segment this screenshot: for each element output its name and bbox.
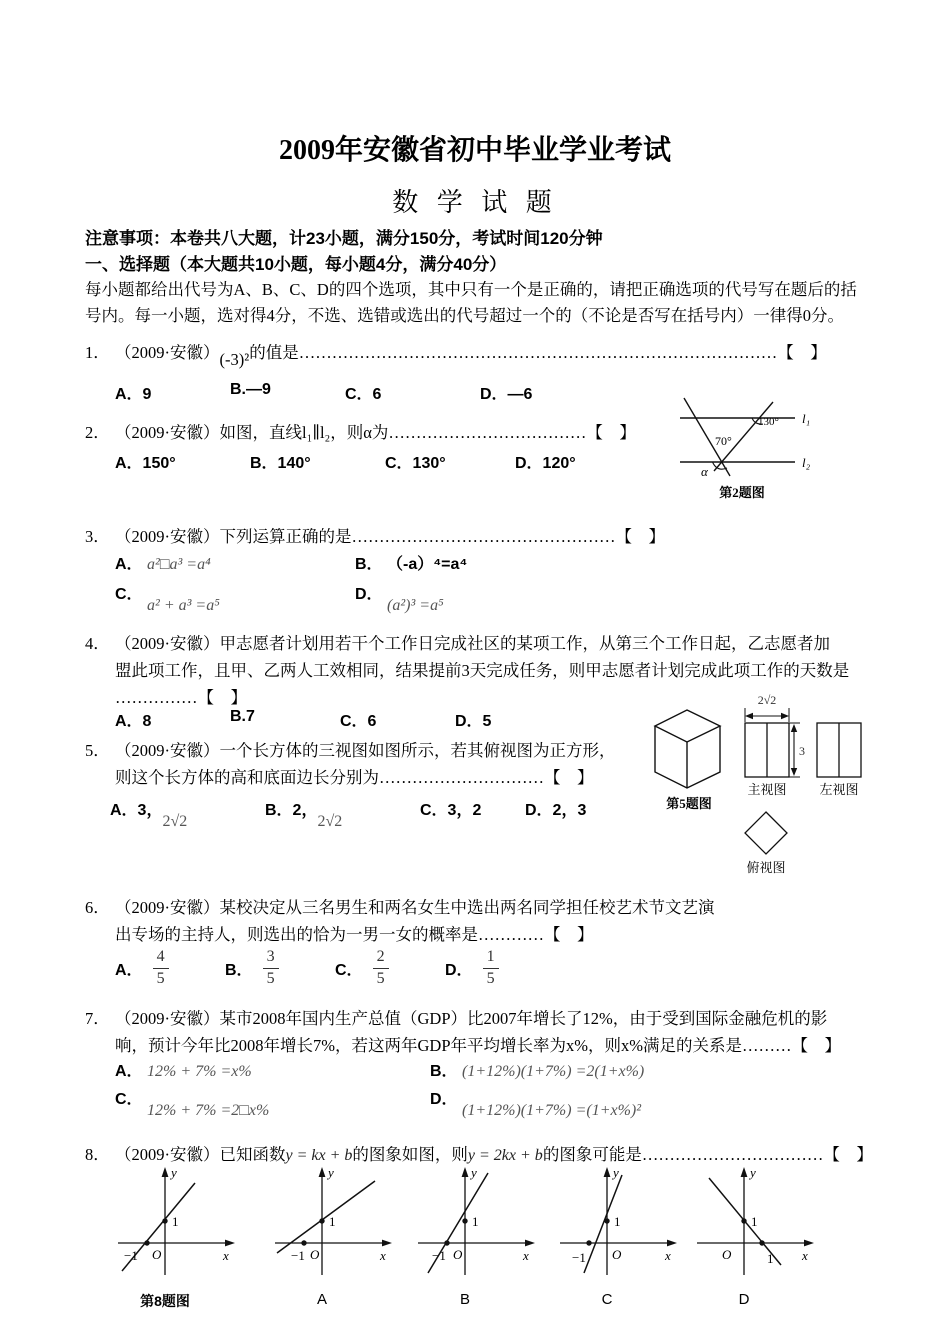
question-7-options-row-2 bbox=[115, 1086, 642, 1119]
question-3-options-row-1 bbox=[115, 551, 467, 574]
fraction-numerator: 2 bbox=[373, 948, 389, 968]
question-6-number: 6． bbox=[85, 898, 110, 917]
question-3-options-row-2 bbox=[115, 581, 444, 614]
question-8-formula-1: y = kx + b bbox=[285, 1147, 353, 1164]
question-4-line-2: 盟此项工作，且甲、乙两人工效相同，结果提前3天完成任务，则甲志愿者计划完成此项工作的天数是 bbox=[115, 661, 850, 680]
option-d-graph bbox=[689, 1163, 829, 1281]
y-arrow-icon bbox=[319, 1167, 326, 1177]
question-6-option-d-label: D． bbox=[445, 961, 473, 979]
question-7-line-2: 响，预计今年比2008年增长7%，若这两年GDP年平均增长率为x%，则x%满足的关系是………【 】 bbox=[115, 1036, 841, 1055]
neg1-label: −1 bbox=[432, 1248, 446, 1263]
question-6-option-a-fraction bbox=[153, 948, 169, 988]
question-1-source: （2009·安徽） bbox=[115, 343, 220, 362]
x-intercept-dot bbox=[444, 1240, 449, 1245]
option-a-graph bbox=[267, 1163, 407, 1281]
y-arrow-icon bbox=[741, 1167, 748, 1177]
neg1-label: −1 bbox=[124, 1248, 138, 1263]
question-5-line-2: 则这个长方体的高和底面边长分别为…………………………【 】 bbox=[115, 768, 594, 787]
question-8-number: 8． bbox=[85, 1145, 110, 1164]
front-view-shape bbox=[745, 708, 800, 777]
angle-70-label: 70° bbox=[715, 434, 732, 448]
question-2-number: 2． bbox=[85, 423, 110, 442]
x-intercept-dot bbox=[301, 1240, 306, 1245]
question-1-option-c: C．6 bbox=[345, 386, 382, 403]
origin-label: O bbox=[152, 1247, 162, 1262]
fraction-numerator: 3 bbox=[263, 948, 279, 968]
x-intercept-dot bbox=[144, 1240, 149, 1245]
question-7-option-b-formula: (1+12%)(1+7%) =2(1+x%) bbox=[462, 1063, 645, 1080]
y-arrow-icon bbox=[604, 1167, 611, 1177]
question-7-number: 7． bbox=[85, 1009, 110, 1028]
y-intercept-dot bbox=[604, 1218, 609, 1223]
x-arrow-icon bbox=[667, 1240, 677, 1247]
question-7-option-d-label: D． bbox=[430, 1091, 458, 1108]
x-arrow-icon bbox=[382, 1240, 392, 1247]
question-1-formula: (-3)² bbox=[219, 350, 250, 369]
question-4-option-c: C．6 bbox=[340, 713, 377, 730]
option-a-graph-caption: A bbox=[316, 1291, 327, 1308]
question-6-option-d-fraction bbox=[483, 948, 499, 988]
x-label: x bbox=[223, 1248, 229, 1263]
question-5-number: 5． bbox=[85, 741, 110, 760]
section-heading: 一、选择题（本大题共10小题，每小题4分，满分40分） bbox=[85, 255, 507, 274]
origin-label: O bbox=[310, 1247, 320, 1262]
question-8-option-a-graph-block bbox=[267, 1163, 407, 1308]
question-8-option-b-graph-block bbox=[410, 1163, 550, 1308]
x-label: x bbox=[802, 1248, 808, 1263]
x-arrow-icon bbox=[225, 1240, 235, 1247]
front-view-label: 主视图 bbox=[747, 782, 787, 797]
question-6-option-b-label: B． bbox=[225, 961, 253, 979]
fraction-denominator: 5 bbox=[156, 969, 165, 987]
y-label: y bbox=[171, 1165, 177, 1180]
question-6-option-b-fraction bbox=[263, 948, 279, 988]
figure-5-caption: 第5题图 bbox=[666, 796, 712, 811]
cuboid-shape bbox=[655, 710, 720, 788]
question-3-option-d-label: D． bbox=[355, 586, 383, 603]
origin-label: O bbox=[722, 1247, 732, 1262]
question-8-stem-post: 的图象可能是……………………………【 】 bbox=[542, 1145, 873, 1164]
question-5-option-a-label: A．3， bbox=[110, 802, 163, 819]
question-3-option-b-formula: （-a）⁴=a⁴ bbox=[387, 556, 468, 573]
question-4-options bbox=[115, 708, 491, 731]
top-view-diamond bbox=[745, 812, 787, 854]
question-7-text bbox=[85, 1005, 885, 1059]
given-graph bbox=[110, 1163, 250, 1281]
question-8-stem-mid: 的图象如图，则 bbox=[352, 1145, 468, 1164]
question-1-number: 1． bbox=[85, 343, 110, 362]
question-3-option-c-label: C． bbox=[115, 586, 143, 603]
x-intercept-dot bbox=[586, 1240, 591, 1245]
question-3-option-b-label: B． bbox=[355, 556, 383, 573]
figure-2-caption: 第2题图 bbox=[719, 485, 765, 500]
question-3-option-a-label: A． bbox=[115, 556, 143, 573]
x-label: x bbox=[523, 1248, 529, 1263]
question-8-stem-pre: （2009·安徽）已知函数 bbox=[115, 1145, 286, 1164]
question-3-option-c-formula: a² + a³ =a⁵ bbox=[147, 597, 220, 614]
question-3-option-a-formula: a²□a³ =a⁴ bbox=[147, 556, 211, 573]
question-6-option-c-fraction bbox=[373, 948, 389, 988]
question-2-stem: （2009·安徽）如图，直线l₁∥l₂，则α为………………………………【 】 bbox=[115, 423, 636, 442]
question-4-option-a: A．8 bbox=[115, 713, 152, 730]
one-x-label: 1 bbox=[767, 1251, 774, 1266]
question-8-given-graph-block bbox=[110, 1163, 250, 1311]
neg1-label: −1 bbox=[572, 1250, 586, 1265]
side-view-label: 左视图 bbox=[819, 782, 859, 797]
x-label: x bbox=[665, 1248, 671, 1263]
given-graph-caption: 第8题图 bbox=[140, 1293, 190, 1309]
question-5-option-c: C．3，2 bbox=[420, 802, 482, 819]
question-2-option-d: D．120° bbox=[515, 455, 576, 472]
one-label: 1 bbox=[614, 1214, 621, 1229]
question-2-option-a: A．150° bbox=[115, 455, 176, 472]
question-1-option-b: B.—9 bbox=[230, 381, 271, 398]
instructions bbox=[85, 277, 875, 329]
page-title: 2009年安徽省初中毕业学业考试 bbox=[278, 135, 671, 166]
top-view-label: 俯视图 bbox=[746, 860, 786, 875]
question-6-option-c-label: C． bbox=[335, 961, 363, 979]
question-1-stem: 的值是……………………………………………………………………………【 】 bbox=[249, 343, 827, 362]
question-1-options bbox=[115, 381, 532, 404]
question-2-option-c: C．130° bbox=[385, 455, 446, 472]
y-intercept-dot bbox=[319, 1218, 324, 1223]
page-subtitle: 数 学 试 题 bbox=[392, 188, 558, 217]
alpha-label: α bbox=[701, 464, 708, 479]
three-view-diagram bbox=[645, 688, 875, 880]
question-7-option-c-formula: 12% + 7% =2□x% bbox=[147, 1102, 270, 1119]
question-3-number: 3． bbox=[85, 527, 110, 546]
question-5-line-1: （2009·安徽）一个长方体的三视图如图所示，若其俯视图为正方形， bbox=[115, 741, 616, 760]
question-5-text bbox=[85, 737, 645, 791]
y-label: y bbox=[613, 1165, 619, 1180]
x-intercept-dot bbox=[759, 1240, 764, 1245]
question-4-line-1: （2009·安徽）甲志愿者计划用若干个工作日完成社区的某项工作，从第三个工作日起，乙志愿者加 bbox=[115, 634, 830, 653]
question-7-option-d-formula: (1+12%)(1+7%) =(1+x%)² bbox=[462, 1102, 642, 1119]
question-4-option-b: B.7 bbox=[230, 708, 255, 725]
question-7-line-1: （2009·安徽）某市2008年国内生产总值（GDP）比2007年增长了12%，由于受到国际金融危机的影 bbox=[115, 1009, 828, 1028]
label-l2: l₂ bbox=[802, 455, 811, 470]
question-5-options bbox=[110, 797, 587, 830]
y-arrow-icon bbox=[462, 1167, 469, 1177]
instructions-line-2: 号内。每一小题，选对得4分，不选、选错或选出的代号超过一个的（不论是否写在括号内）一律得0分。 bbox=[85, 306, 844, 325]
x-label: x bbox=[380, 1248, 386, 1263]
question-6-option-a-label: A． bbox=[115, 961, 143, 979]
question-6-line-1: （2009·安徽）某校决定从三名男生和两名女生中选出两名同学担任校艺术节文艺演 bbox=[115, 898, 715, 917]
question-5-option-a-math: 2√2 bbox=[162, 813, 188, 830]
question-7-option-c-label: C． bbox=[115, 1091, 143, 1108]
fraction-numerator: 1 bbox=[483, 948, 499, 968]
angle-130-label: 130° bbox=[758, 416, 779, 428]
option-b-graph bbox=[410, 1163, 550, 1281]
question-6-options bbox=[115, 944, 499, 992]
option-b-graph-caption: B bbox=[459, 1291, 470, 1308]
question-6-line-2: 出专场的主持人，则选出的恰为一男一女的概率是…………【 】 bbox=[115, 925, 594, 944]
parallel-lines-diagram bbox=[676, 392, 826, 504]
question-7-option-a-label: A． bbox=[115, 1063, 143, 1080]
y-point-dot bbox=[462, 1218, 467, 1223]
y-label: y bbox=[750, 1165, 756, 1180]
question-3-text bbox=[85, 523, 885, 550]
question-7-option-a-formula: 12% + 7% =x% bbox=[147, 1063, 252, 1080]
instructions-line-1: 每小题都给出代号为A、B、C、D的四个选项，其中只有一个是正确的，请把正确选项的代号写在题后的括 bbox=[85, 280, 857, 299]
question-5-option-b-label: B．2， bbox=[265, 802, 318, 819]
question-2-figure bbox=[676, 392, 826, 509]
question-4-option-d: D．5 bbox=[455, 713, 492, 730]
one-label: 1 bbox=[172, 1214, 179, 1229]
neg1-label: −1 bbox=[291, 1248, 305, 1263]
question-5-option-b-math: 2√2 bbox=[317, 813, 343, 830]
side-view-shape bbox=[817, 723, 861, 777]
question-3-stem: （2009·安徽）下列运算正确的是…………………………………………【 】 bbox=[115, 527, 665, 546]
question-4-line-3: ……………【 】 bbox=[115, 688, 247, 707]
option-c-graph-caption: C bbox=[601, 1291, 613, 1308]
y-label: y bbox=[471, 1165, 477, 1180]
option-c-graph bbox=[552, 1163, 692, 1281]
question-8-option-c-graph-block bbox=[552, 1163, 692, 1308]
option-d-graph-caption: D bbox=[738, 1291, 750, 1308]
question-7-options-row-1 bbox=[115, 1058, 644, 1081]
fraction-denominator: 5 bbox=[376, 969, 385, 987]
height-dim-label: 3 bbox=[799, 744, 805, 758]
label-l1: l₁ bbox=[802, 411, 811, 426]
cuboid-top-face bbox=[655, 710, 720, 742]
question-1-text bbox=[85, 339, 885, 369]
question-7-option-b-label: B． bbox=[430, 1063, 458, 1080]
y-intercept-dot bbox=[741, 1218, 746, 1223]
fraction-denominator: 5 bbox=[266, 969, 275, 987]
fraction-numerator: 4 bbox=[153, 948, 169, 968]
question-2-options bbox=[115, 450, 576, 473]
y-label: y bbox=[328, 1165, 334, 1180]
question-1-option-a: A．9 bbox=[115, 386, 152, 403]
question-4-number: 4． bbox=[85, 634, 110, 653]
one-label: 1 bbox=[472, 1214, 479, 1229]
diagram-lines bbox=[680, 398, 795, 476]
one-label: 1 bbox=[329, 1214, 336, 1229]
question-5-option-d: D．2，3 bbox=[525, 802, 587, 819]
width-dim-label: 2√2 bbox=[757, 693, 777, 707]
x-arrow-icon bbox=[525, 1240, 535, 1247]
question-1-option-d: D．—6 bbox=[480, 386, 533, 403]
question-8-formula-2: y = 2kx + b bbox=[467, 1147, 543, 1164]
one-y-label: 1 bbox=[751, 1214, 758, 1229]
question-3-option-d-formula: (a²)³ =a⁵ bbox=[387, 597, 444, 614]
fraction-denominator: 5 bbox=[486, 969, 495, 987]
question-6-text bbox=[85, 894, 735, 948]
question-2-option-b: B．140° bbox=[250, 455, 311, 472]
origin-label: O bbox=[453, 1247, 463, 1262]
origin-label: O bbox=[612, 1247, 622, 1262]
y-arrow-icon bbox=[162, 1167, 169, 1177]
y-intercept-dot bbox=[162, 1218, 167, 1223]
notice-line: 注意事项：本卷共八大题，计23小题，满分150分，考试时间120分钟 bbox=[85, 229, 603, 248]
function-line bbox=[277, 1181, 375, 1253]
question-5-figure bbox=[645, 688, 875, 885]
question-8-option-d-graph-block bbox=[689, 1163, 829, 1308]
x-arrow-icon bbox=[804, 1240, 814, 1247]
